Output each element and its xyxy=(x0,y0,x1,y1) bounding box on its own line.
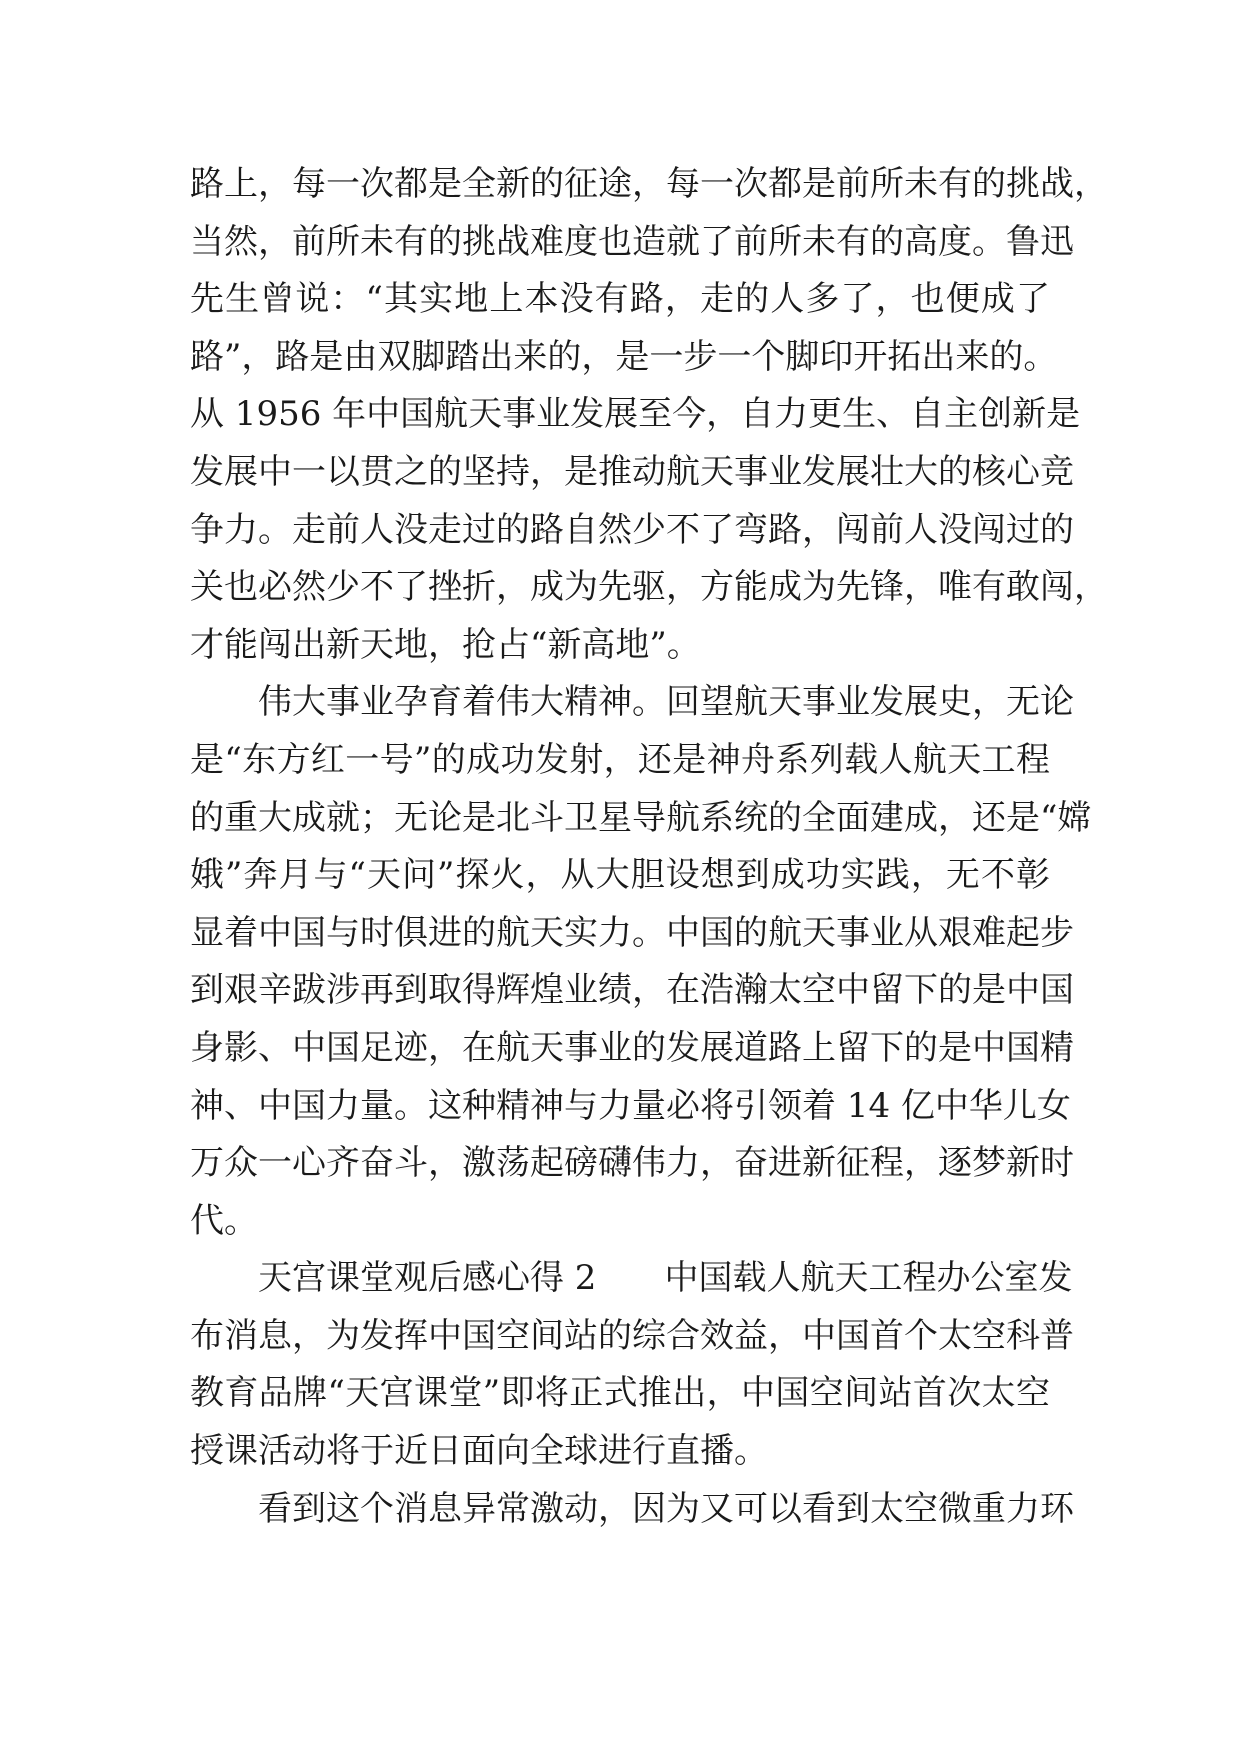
text-line: 路”，路是由双脚踏出来的，是一步一个脚印开拓出来的。 xyxy=(190,336,1058,377)
text-line: 争力。走前人没走过的路自然少不了弯路，闯前人没闯过的 xyxy=(190,509,1074,550)
body-text xyxy=(190,156,1108,1538)
text-line: 从 1956 年中国航天事业发展至今，自力更生、自主创新是 xyxy=(190,394,1081,435)
text-line: 到艰辛跋涉再到取得辉煌业绩，在浩瀚太空中留下的是中国 xyxy=(190,970,1074,1011)
text-line: 代。 xyxy=(190,1200,258,1241)
text-line: 路上，每一次都是全新的征途，每一次都是前所未有的挑战， xyxy=(190,164,1108,204)
text-line: 当然，前所未有的挑战难度也造就了前所未有的高度。鲁迅 xyxy=(190,221,1074,262)
text-line: 身影、中国足迹，在航天事业的发展道路上留下的是中国精 xyxy=(190,1027,1074,1068)
text-line: 娥”奔月与“天问”探火，从大胆设想到成功实践，无不彰 xyxy=(190,855,1050,896)
text-line: 天宫课堂观后感心得 2 中国载人航天工程办公室发 xyxy=(258,1258,1073,1299)
text-line: 授课活动将于近日面向全球进行直播。 xyxy=(190,1431,768,1472)
text-line: 关也必然少不了挫折，成为先驱，方能成为先锋，唯有敢闯， xyxy=(190,567,1108,608)
text-line: 才能闯出新天地，抢占“新高地”。 xyxy=(190,624,701,665)
text-line: 神、中国力量。这种精神与力量必将引领着 14 亿中华儿女 xyxy=(190,1085,1071,1126)
text-line: 伟大事业孕育着伟大精神。回望航天事业发展史，无论 xyxy=(258,682,1074,723)
text-line: 发展中一以贯之的坚持，是推动航天事业发展壮大的核心竞 xyxy=(190,451,1074,492)
text-line: 是“东方红一号”的成功发射，还是神舟系列载人航天工程 xyxy=(190,739,1050,780)
text-line: 看到这个消息异常激动，因为又可以看到太空微重力环 xyxy=(258,1488,1074,1529)
text-line: 先生曾说：“其实地上本没有路，走的人多了，也便成了 xyxy=(190,279,1050,320)
text-line: 教育品牌“天宫课堂”即将正式推出，中国空间站首次太空 xyxy=(190,1373,1050,1414)
text-line: 布消息，为发挥中国空间站的综合效益，中国首个太空科普 xyxy=(190,1315,1074,1356)
text-line: 显着中国与时俱进的航天实力。中国的航天事业从艰难起步 xyxy=(190,912,1074,953)
text-line: 万众一心齐奋斗，激荡起磅礴伟力，奋进新征程，逐梦新时 xyxy=(190,1143,1074,1184)
text-line: 的重大成就；无论是北斗卫星导航系统的全面建成，还是“嫦 xyxy=(190,797,1092,838)
